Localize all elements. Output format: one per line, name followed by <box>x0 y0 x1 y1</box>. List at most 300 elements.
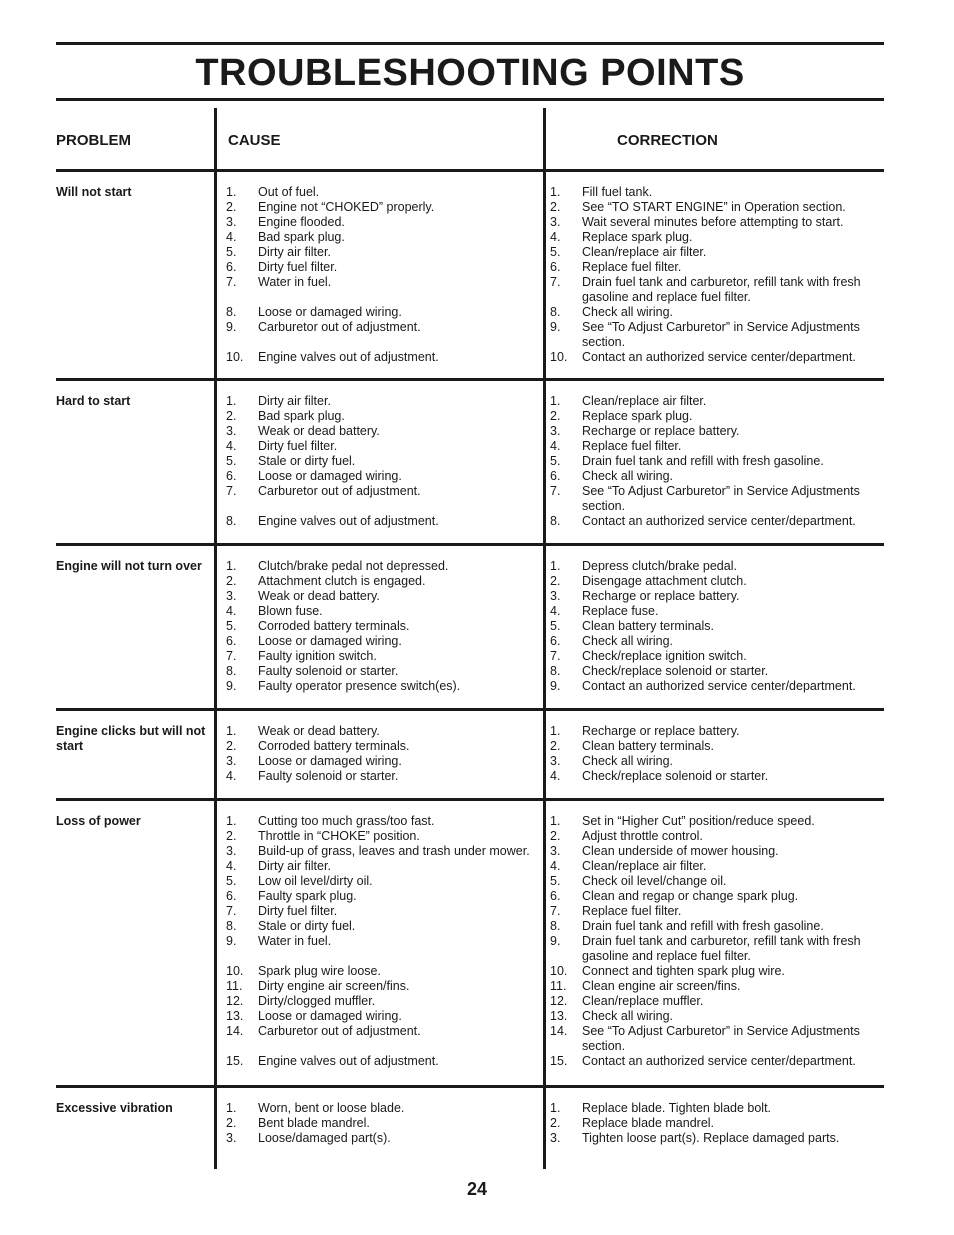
correction-item-text: Contact an authorized service center/department. <box>582 514 856 528</box>
correction-item <box>550 305 880 320</box>
cause-item-text: Stale or dirty fuel. <box>258 454 356 468</box>
cause-item-number: 6. <box>226 260 237 274</box>
correction-item <box>550 245 880 260</box>
cause-item <box>226 275 536 305</box>
correction-item-number: 2. <box>550 574 561 588</box>
correction-item <box>550 874 880 889</box>
cause-item-text: Engine flooded. <box>258 215 345 229</box>
cause-item-text: Stale or dirty fuel. <box>258 919 356 933</box>
cause-item-number: 1. <box>226 559 237 573</box>
correction-item-text: Clean engine air screen/fins. <box>582 979 741 993</box>
correction-item-number: 15. <box>550 1054 568 1068</box>
problem-label: Loss of power <box>56 814 141 828</box>
correction-item <box>550 260 880 275</box>
cause-item-number: 3. <box>226 215 237 229</box>
correction-item-text: Drain fuel tank and refill with fresh gasoline. <box>582 919 824 933</box>
cause-item <box>226 1024 536 1054</box>
cause-item-text: Loose/damaged part(s). <box>258 1131 391 1145</box>
cause-item-text: Dirty fuel filter. <box>258 904 338 918</box>
correction-item-number: 6. <box>550 889 561 903</box>
cause-item <box>226 1101 536 1116</box>
correction-item <box>550 469 880 484</box>
cause-item-number: 1. <box>226 1101 237 1115</box>
correction-item-number: 4. <box>550 859 561 873</box>
correction-item <box>550 559 880 574</box>
correction-item-number: 2. <box>550 829 561 843</box>
cause-item <box>226 1131 536 1146</box>
cause-item-text: Throttle in “CHOKE” position. <box>258 829 420 843</box>
cause-item-text: Engine valves out of adjustment. <box>258 350 439 364</box>
correction-item <box>550 1116 880 1131</box>
cause-item-text: Carburetor out of adjustment. <box>258 484 421 498</box>
correction-item <box>550 215 880 230</box>
correction-item-number: 1. <box>550 394 561 408</box>
correction-item-number: 5. <box>550 454 561 468</box>
cause-item-number: 3. <box>226 1131 237 1145</box>
cause-item-text: Loose or damaged wiring. <box>258 1009 402 1023</box>
correction-item-number: 6. <box>550 634 561 648</box>
cause-item-number: 5. <box>226 619 237 633</box>
correction-item <box>550 619 880 634</box>
cause-item-number: 2. <box>226 829 237 843</box>
cause-item-text: Engine not “CHOKED” properly. <box>258 200 435 214</box>
correction-item-text: Recharge or replace battery. <box>582 724 740 738</box>
cause-item <box>226 934 536 964</box>
cause-item <box>226 574 536 589</box>
correction-item-text: Replace fuel filter. <box>582 904 682 918</box>
cause-item <box>226 874 536 889</box>
cause-list <box>226 1101 536 1146</box>
cause-item-text: Loose or damaged wiring. <box>258 754 402 768</box>
correction-item <box>550 679 880 694</box>
cause-item <box>226 979 536 994</box>
correction-item <box>550 320 880 350</box>
cause-item <box>226 320 536 350</box>
correction-item-number: 4. <box>550 769 561 783</box>
cause-item-text: Weak or dead battery. <box>258 724 380 738</box>
cause-item <box>226 350 536 365</box>
cause-item <box>226 724 536 739</box>
cause-item-number: 11. <box>226 979 243 993</box>
problem-label: Hard to start <box>56 394 131 408</box>
correction-item-number: 11. <box>550 979 567 993</box>
cause-item-number: 1. <box>226 814 237 828</box>
correction-item-number: 5. <box>550 874 561 888</box>
correction-item-text: See “To Adjust Carburetor” in Service Adjustments section. <box>582 320 860 349</box>
correction-item-number: 5. <box>550 245 561 259</box>
correction-item-number: 4. <box>550 230 561 244</box>
correction-item-text: Check oil level/change oil. <box>582 874 727 888</box>
correction-item-text: Drain fuel tank and carburetor, refill tank with fresh gasoline and replace fuel filter. <box>582 934 861 963</box>
cause-item-number: 8. <box>226 514 237 528</box>
cause-item <box>226 814 536 829</box>
correction-item <box>550 484 880 514</box>
cause-item-text: Water in fuel. <box>258 934 332 948</box>
cause-item-number: 4. <box>226 439 237 453</box>
correction-item <box>550 739 880 754</box>
correction-list <box>550 559 880 694</box>
correction-item-number: 3. <box>550 844 561 858</box>
correction-item-text: Clean underside of mower housing. <box>582 844 779 858</box>
correction-item <box>550 185 880 200</box>
cause-item <box>226 664 536 679</box>
cause-item-number: 5. <box>226 454 237 468</box>
cause-item-number: 2. <box>226 739 237 753</box>
cause-item-number: 8. <box>226 919 237 933</box>
cause-item <box>226 559 536 574</box>
correction-item-number: 3. <box>550 589 561 603</box>
correction-item-number: 12. <box>550 994 568 1008</box>
cause-item-number: 13. <box>226 1009 244 1023</box>
correction-item <box>550 844 880 859</box>
cause-item-text: Loose or damaged wiring. <box>258 634 402 648</box>
correction-item <box>550 859 880 874</box>
row-separator <box>56 378 884 381</box>
correction-item-number: 9. <box>550 320 561 334</box>
cause-item-number: 3. <box>226 844 237 858</box>
correction-item-text: Check all wiring. <box>582 1009 674 1023</box>
problem-label: Will not start <box>56 185 132 199</box>
correction-item-number: 1. <box>550 559 561 573</box>
cause-item-number: 7. <box>226 904 237 918</box>
correction-item-text: Recharge or replace battery. <box>582 424 740 438</box>
cause-item <box>226 469 536 484</box>
correction-item-number: 6. <box>550 260 561 274</box>
correction-item-text: Depress clutch/brake pedal. <box>582 559 737 573</box>
cause-item <box>226 634 536 649</box>
correction-item-number: 10. <box>550 350 568 364</box>
cause-item-text: Out of fuel. <box>258 185 320 199</box>
correction-item-text: Drain fuel tank and carburetor, refill tank with fresh gasoline and replace fuel filter. <box>582 275 861 304</box>
cause-item-number: 5. <box>226 245 237 259</box>
cause-list <box>226 724 536 784</box>
cause-item <box>226 394 536 409</box>
cause-item-text: Weak or dead battery. <box>258 424 380 438</box>
cause-item-text: Engine valves out of adjustment. <box>258 1054 439 1068</box>
cause-item <box>226 409 536 424</box>
cause-item-text: Spark plug wire loose. <box>258 964 381 978</box>
correction-item-text: See “TO START ENGINE” in Operation section. <box>582 200 846 214</box>
cause-item-number: 9. <box>226 320 237 334</box>
correction-item-number: 3. <box>550 215 561 229</box>
cause-item-text: Worn, bent or loose blade. <box>258 1101 405 1115</box>
cause-item-text: Cutting too much grass/too fast. <box>258 814 435 828</box>
header-correction: CORRECTION <box>617 132 718 149</box>
correction-item <box>550 934 880 964</box>
cause-item <box>226 994 536 1009</box>
correction-item-number: 7. <box>550 649 561 663</box>
cause-item-number: 9. <box>226 934 237 948</box>
cause-item <box>226 904 536 919</box>
correction-item <box>550 409 880 424</box>
correction-list <box>550 1101 880 1146</box>
correction-item <box>550 394 880 409</box>
cause-item <box>226 649 536 664</box>
cause-item-text: Blown fuse. <box>258 604 323 618</box>
correction-item-number: 7. <box>550 484 561 498</box>
row-separator <box>56 798 884 801</box>
page-title: TROUBLESHOOTING POINTS <box>195 52 745 94</box>
correction-item-text: Contact an authorized service center/department. <box>582 1054 856 1068</box>
cause-item-text: Clutch/brake pedal not depressed. <box>258 559 449 573</box>
cause-item-number: 8. <box>226 664 237 678</box>
cause-item-number: 6. <box>226 469 237 483</box>
correction-item <box>550 589 880 604</box>
cause-item <box>226 424 536 439</box>
correction-item-number: 2. <box>550 739 561 753</box>
correction-item-text: Clean/replace air filter. <box>582 245 707 259</box>
correction-list <box>550 185 880 365</box>
cause-item <box>226 889 536 904</box>
correction-item-text: Check all wiring. <box>582 634 674 648</box>
correction-item-text: Check/replace ignition switch. <box>582 649 747 663</box>
cause-item-number: 6. <box>226 889 237 903</box>
correction-item-text: Check all wiring. <box>582 469 674 483</box>
correction-item-text: Replace blade mandrel. <box>582 1116 715 1130</box>
correction-item-number: 9. <box>550 679 561 693</box>
cause-item-text: Build-up of grass, leaves and trash under mower. <box>258 844 530 858</box>
cause-item-number: 14. <box>226 1024 244 1038</box>
correction-item-number: 2. <box>550 200 561 214</box>
cause-item-number: 10. <box>226 964 244 978</box>
correction-list <box>550 724 880 784</box>
correction-item-text: Contact an authorized service center/department. <box>582 350 856 364</box>
correction-item-number: 1. <box>550 1101 561 1115</box>
correction-item <box>550 230 880 245</box>
cause-item <box>226 964 536 979</box>
correction-item <box>550 350 880 365</box>
cause-item-text: Bent blade mandrel. <box>258 1116 370 1130</box>
correction-item-text: See “To Adjust Carburetor” in Service Adjustments section. <box>582 484 860 513</box>
correction-item-text: Contact an authorized service center/department. <box>582 679 856 693</box>
cause-item-number: 15. <box>226 1054 244 1068</box>
cause-item <box>226 844 536 859</box>
correction-item-text: Clean/replace air filter. <box>582 394 707 408</box>
cause-item <box>226 185 536 200</box>
correction-item-text: Check all wiring. <box>582 754 674 768</box>
cause-item <box>226 769 536 784</box>
correction-item-number: 7. <box>550 904 561 918</box>
page-number: 24 <box>466 1179 488 1199</box>
cause-item-text: Dirty fuel filter. <box>258 260 338 274</box>
correction-item-number: 8. <box>550 919 561 933</box>
correction-item <box>550 1054 880 1069</box>
correction-item-text: Replace blade. Tighten blade bolt. <box>582 1101 772 1115</box>
cause-item <box>226 829 536 844</box>
cause-item-text: Faulty solenoid or starter. <box>258 769 399 783</box>
cause-item <box>226 679 536 694</box>
correction-item-number: 3. <box>550 1131 561 1145</box>
cause-item-number: 6. <box>226 634 237 648</box>
correction-item <box>550 1024 880 1054</box>
correction-item <box>550 1131 880 1146</box>
cause-item <box>226 215 536 230</box>
correction-item <box>550 514 880 529</box>
cause-item-number: 7. <box>226 649 237 663</box>
cause-item-number: 7. <box>226 484 237 498</box>
cause-item-text: Faulty ignition switch. <box>258 649 377 663</box>
cause-item <box>226 305 536 320</box>
correction-item-number: 7. <box>550 275 561 289</box>
cause-item-text: Dirty/clogged muffler. <box>258 994 376 1008</box>
correction-item-number: 3. <box>550 754 561 768</box>
top-rule <box>56 42 884 45</box>
correction-item-text: Disengage attachment clutch. <box>582 574 747 588</box>
cause-item-number: 4. <box>226 769 237 783</box>
cause-item-number: 8. <box>226 305 237 319</box>
correction-item-number: 4. <box>550 604 561 618</box>
correction-item-number: 8. <box>550 514 561 528</box>
correction-item-text: Replace fuel filter. <box>582 260 682 274</box>
cause-item-number: 4. <box>226 604 237 618</box>
cause-item-text: Faulty operator presence switch(es). <box>258 679 461 693</box>
correction-item <box>550 634 880 649</box>
cause-item-text: Dirty fuel filter. <box>258 439 338 453</box>
correction-item-number: 1. <box>550 724 561 738</box>
correction-item <box>550 275 880 305</box>
correction-item-text: Clean/replace air filter. <box>582 859 707 873</box>
cause-item-text: Faulty solenoid or starter. <box>258 664 399 678</box>
correction-item-text: See “To Adjust Carburetor” in Service Adjustments section. <box>582 1024 860 1053</box>
correction-item-text: Clean battery terminals. <box>582 619 715 633</box>
correction-item-number: 8. <box>550 305 561 319</box>
cause-item <box>226 260 536 275</box>
correction-item-number: 13. <box>550 1009 568 1023</box>
cause-item <box>226 514 536 529</box>
correction-item-text: Replace fuse. <box>582 604 659 618</box>
correction-item-text: Drain fuel tank and refill with fresh gasoline. <box>582 454 824 468</box>
cause-item <box>226 1116 536 1131</box>
cause-item-text: Dirty air filter. <box>258 859 331 873</box>
correction-item <box>550 454 880 469</box>
correction-item-text: Adjust throttle control. <box>582 829 703 843</box>
cause-item <box>226 739 536 754</box>
correction-item-text: Clean/replace muffler. <box>582 994 704 1008</box>
correction-item <box>550 604 880 619</box>
cause-item-number: 4. <box>226 859 237 873</box>
cause-item-text: Bad spark plug. <box>258 230 345 244</box>
correction-item-number: 2. <box>550 409 561 423</box>
cause-item-number: 12. <box>226 994 244 1008</box>
correction-item-text: Wait several minutes before attempting to start. <box>582 215 844 229</box>
correction-item-number: 9. <box>550 934 561 948</box>
column-divider-correction <box>543 108 546 1169</box>
correction-list <box>550 394 880 529</box>
cause-item-number: 7. <box>226 275 237 289</box>
cause-item-text: Dirty air filter. <box>258 394 331 408</box>
cause-item <box>226 859 536 874</box>
cause-item-number: 1. <box>226 185 237 199</box>
correction-item-number: 1. <box>550 185 561 199</box>
cause-item-text: Weak or dead battery. <box>258 589 380 603</box>
correction-item-number: 6. <box>550 469 561 483</box>
cause-list <box>226 814 536 1069</box>
correction-item-text: Clean and regap or change spark plug. <box>582 889 799 903</box>
correction-item <box>550 814 880 829</box>
correction-item <box>550 200 880 215</box>
correction-item-text: Connect and tighten spark plug wire. <box>582 964 785 978</box>
correction-item-number: 4. <box>550 439 561 453</box>
correction-item-text: Clean battery terminals. <box>582 739 715 753</box>
correction-item-text: Tighten loose part(s). Replace damaged parts. <box>582 1131 840 1145</box>
cause-item-number: 1. <box>226 724 237 738</box>
cause-item-number: 2. <box>226 574 237 588</box>
correction-item <box>550 424 880 439</box>
cause-list <box>226 185 536 365</box>
cause-item-text: Corroded battery terminals. <box>258 739 410 753</box>
row-separator <box>56 708 884 711</box>
cause-item <box>226 200 536 215</box>
correction-item-number: 2. <box>550 1116 561 1130</box>
problem-label: Engine clicks but will not start <box>56 724 206 753</box>
cause-item-text: Carburetor out of adjustment. <box>258 320 421 334</box>
cause-item-number: 4. <box>226 230 237 244</box>
cause-item-number: 3. <box>226 424 237 438</box>
cause-item-number: 2. <box>226 409 237 423</box>
correction-item <box>550 574 880 589</box>
cause-item <box>226 1054 536 1069</box>
cause-list <box>226 394 536 529</box>
row-separator <box>56 1085 884 1088</box>
cause-item <box>226 619 536 634</box>
correction-item-text: Replace spark plug. <box>582 230 693 244</box>
correction-item <box>550 1009 880 1024</box>
correction-item <box>550 649 880 664</box>
correction-item-text: Recharge or replace battery. <box>582 589 740 603</box>
header-problem: PROBLEM <box>56 132 131 149</box>
cause-list <box>226 559 536 694</box>
cause-item-text: Dirty engine air screen/fins. <box>258 979 410 993</box>
cause-item-text: Carburetor out of adjustment. <box>258 1024 421 1038</box>
correction-item <box>550 889 880 904</box>
cause-item-number: 3. <box>226 589 237 603</box>
cause-item-number: 3. <box>226 754 237 768</box>
correction-item-number: 1. <box>550 814 561 828</box>
title-underline <box>56 98 884 101</box>
correction-item-number: 3. <box>550 424 561 438</box>
header-cause: CAUSE <box>228 132 281 149</box>
correction-item <box>550 904 880 919</box>
cause-item <box>226 454 536 469</box>
correction-item-number: 14. <box>550 1024 568 1038</box>
cause-item-number: 2. <box>226 1116 237 1130</box>
correction-item-text: Check all wiring. <box>582 305 674 319</box>
cause-item-text: Dirty air filter. <box>258 245 331 259</box>
problem-label: Excessive vibration <box>56 1101 173 1115</box>
correction-item-text: Check/replace solenoid or starter. <box>582 664 769 678</box>
cause-item <box>226 604 536 619</box>
cause-item <box>226 754 536 769</box>
cause-item <box>226 230 536 245</box>
cause-item <box>226 245 536 260</box>
correction-item <box>550 769 880 784</box>
header-separator <box>56 169 884 172</box>
correction-item-text: Set in “Higher Cut” position/reduce speed. <box>582 814 815 828</box>
cause-item <box>226 1009 536 1024</box>
correction-item <box>550 829 880 844</box>
cause-item-number: 9. <box>226 679 237 693</box>
cause-item-text: Faulty spark plug. <box>258 889 357 903</box>
cause-item-text: Corroded battery terminals. <box>258 619 410 633</box>
row-separator <box>56 543 884 546</box>
cause-item-text: Bad spark plug. <box>258 409 345 423</box>
cause-item-number: 5. <box>226 874 237 888</box>
correction-list <box>550 814 880 1069</box>
cause-item-text: Loose or damaged wiring. <box>258 469 402 483</box>
cause-item <box>226 484 536 514</box>
cause-item-text: Low oil level/dirty oil. <box>258 874 373 888</box>
cause-item-number: 1. <box>226 394 237 408</box>
